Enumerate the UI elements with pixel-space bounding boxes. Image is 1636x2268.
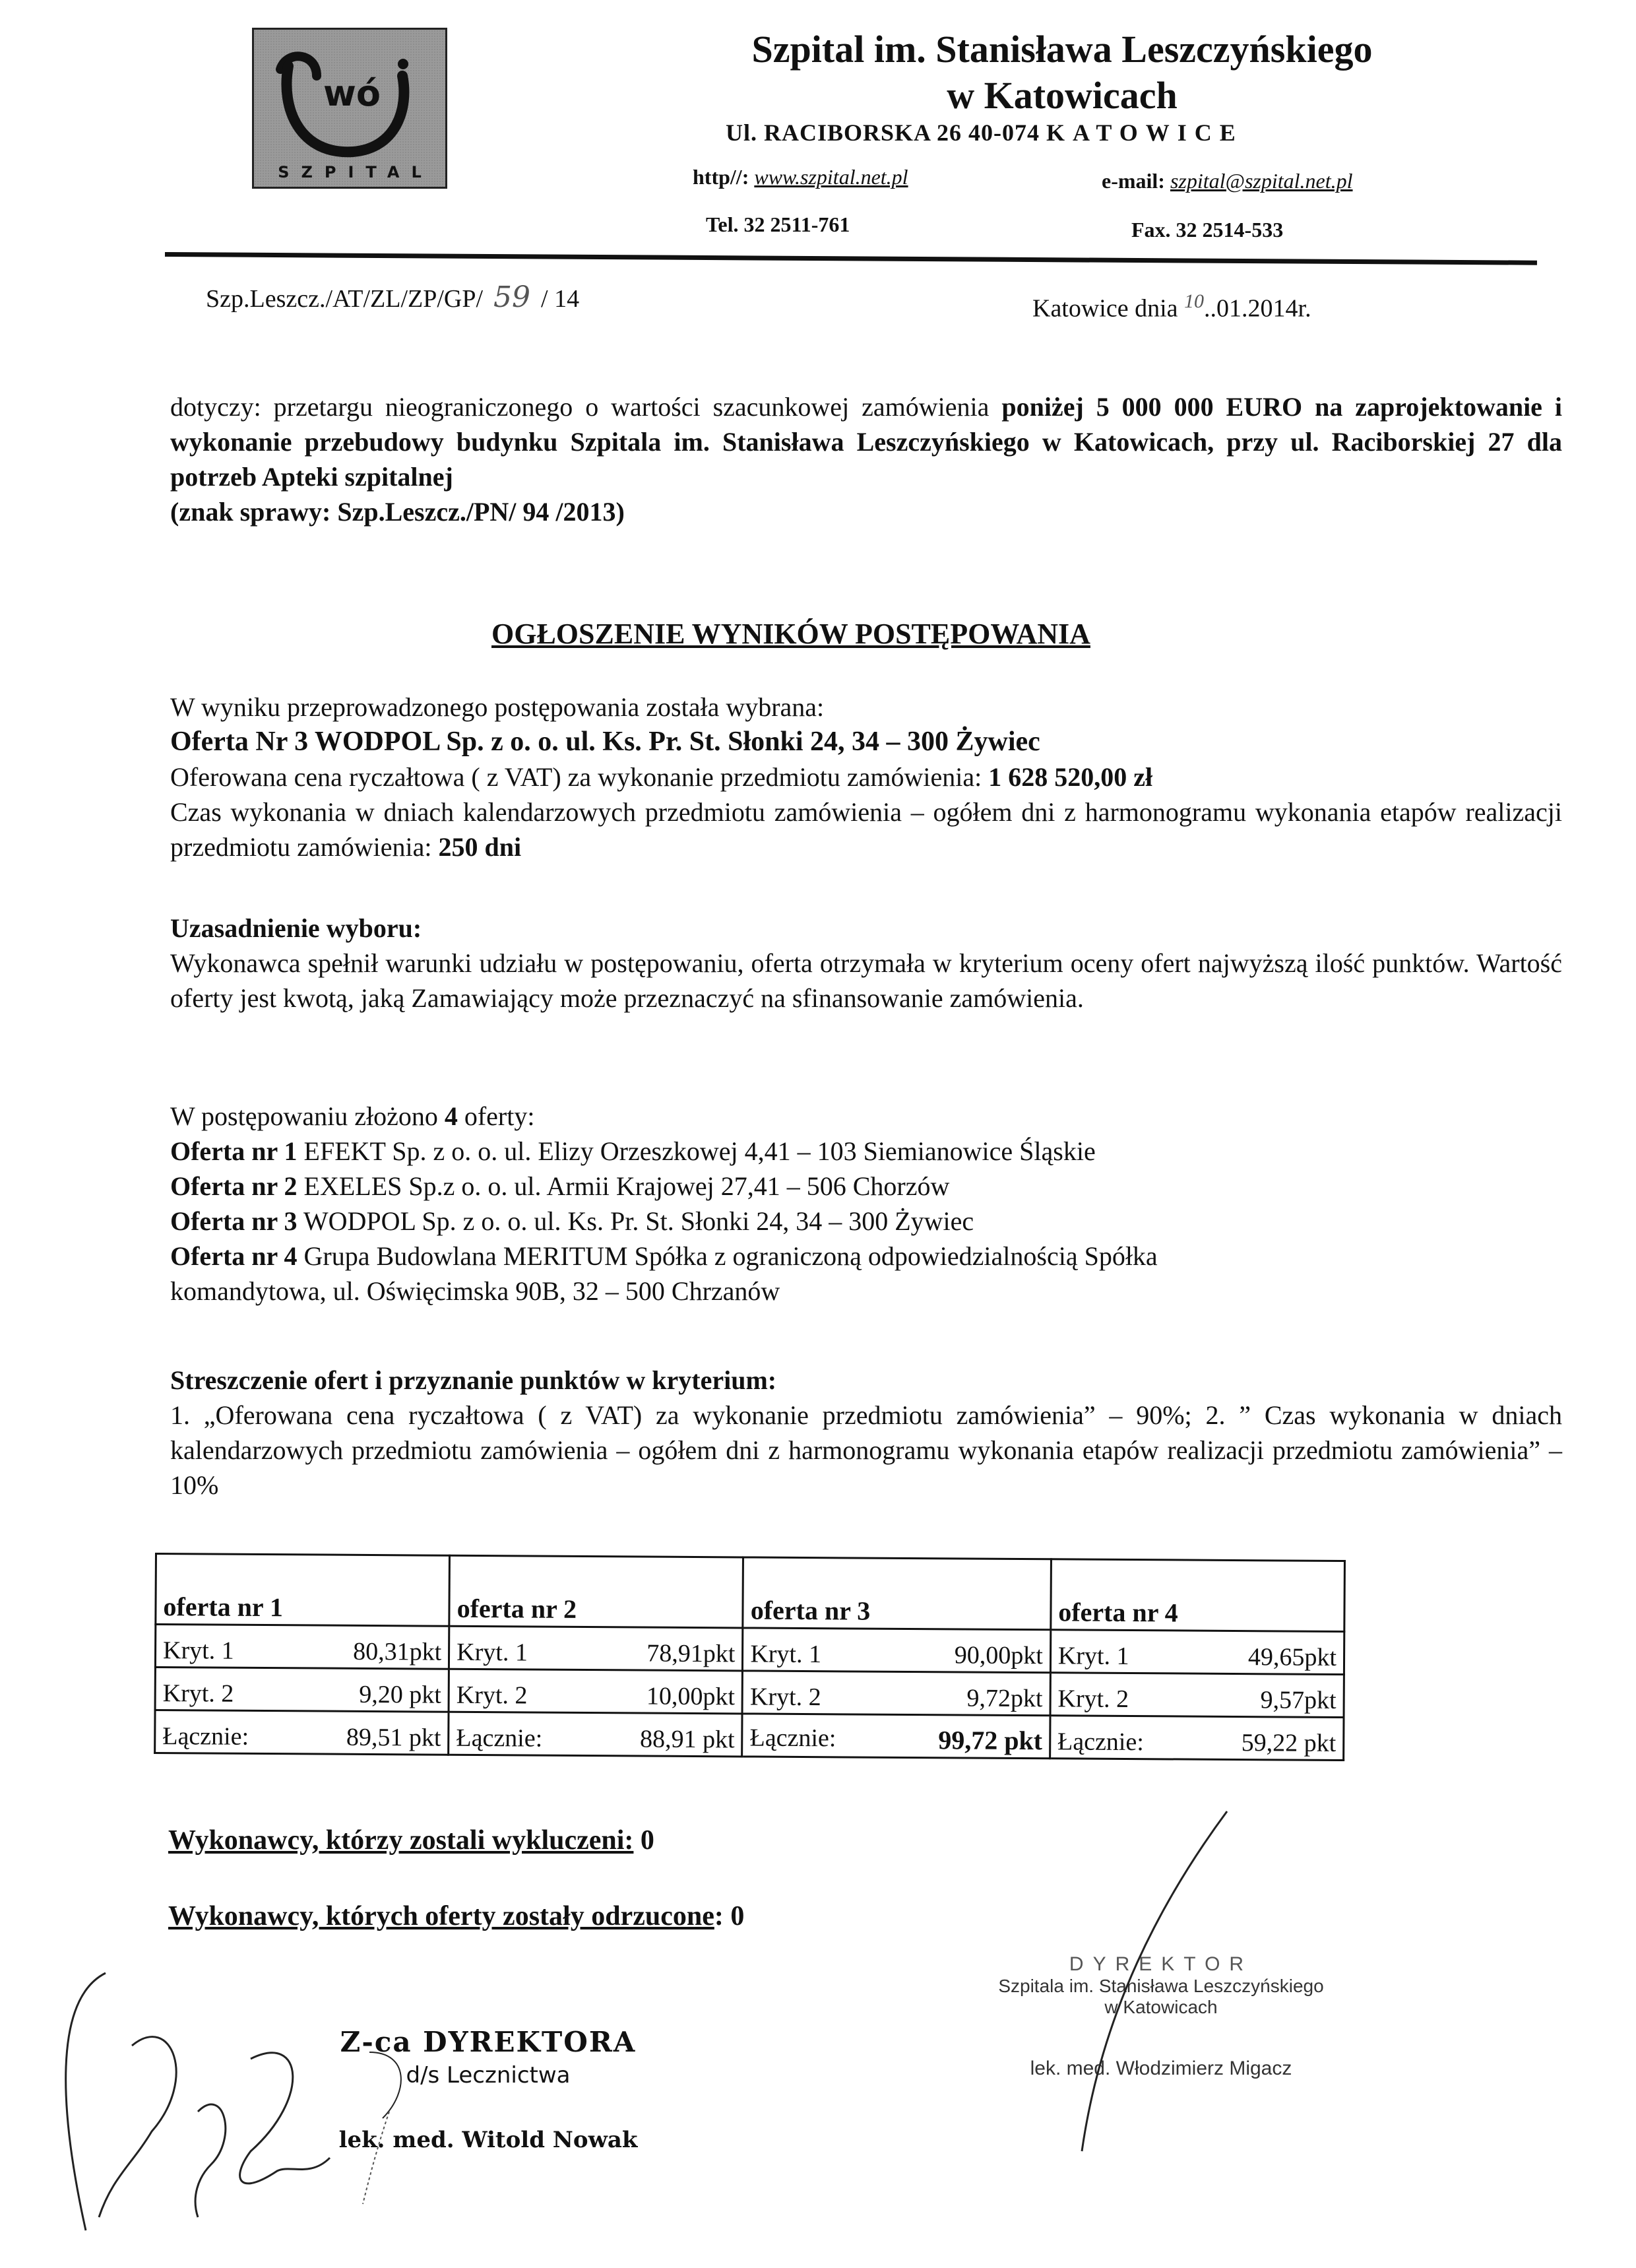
selected-offer: Oferta Nr 3 WODPOL Sp. z o. o. ul. Ks. Pr. St. Słonki 24, 34 – 300 Żywiec [170,727,1040,757]
subject-bold-text: poniżej 5 000 000 EURO na zaprojektowanie i wykonanie przebudowy budynku Szpitala im. Stanisława Leszczyńskiego w Katowicach, przy ul. Raciborskiej 27 dla potrzeb Apteki szpitalnej [170,392,1563,492]
table-cell [743,1628,1051,1673]
table-cell [449,1626,743,1671]
header-divider [165,252,1537,265]
offers-count: 4 [444,1101,458,1131]
hospital-name-line1: Szpital im. Stanisława Leszczyńskiego [751,28,1373,71]
website [693,165,908,189]
offers-intro-text: W postępowaniu złożono [170,1101,445,1131]
row-label: Kryt. 2 [162,1679,234,1708]
table-header: oferta nr 3 [743,1557,1051,1630]
logo-text: SZPITAL [278,163,433,181]
rejected-offers [168,1900,744,1932]
justification-text: Wykonawca spełnił warunki udziału w postępowaniu, oferta otrzymała w kryterium oceny ofert najwyższą ilość punktów. Wartość oferty jest kwotą, jaką Zamawiający może przeznaczyć na sfinansowanie zamówienia. [170,948,1562,1013]
table-cell [449,1669,743,1714]
price-value: 1 628 520,00 zł [988,762,1153,792]
table-row [155,1625,1344,1675]
director-institution: Szpitala im. Stanisława Leszczyńskiego [998,1976,1324,1996]
deputy-name: lek. med. Witold Nowak [338,2127,638,2153]
date-prefix: Katowice dnia [1032,294,1178,323]
email-link[interactable]: szpital@szpital.net.pl [1170,169,1353,193]
rejected-count: : 0 [714,1901,745,1931]
phone-number: Tel. 32 2511-761 [706,212,850,236]
scores-table [154,1553,1346,1761]
price-label: Oferowana cena ryczałtowa ( z VAT) za wykonanie przedmiotu zamówienia: [170,762,989,792]
date-suffix: ..01.2014r. [1204,294,1311,323]
website-link[interactable]: www.szpital.net.pl [754,165,908,189]
director-title: DYREKTOR [1069,1953,1253,1975]
offers-intro-suffix: oferty: [457,1101,535,1131]
offer-text: EFEKT Sp. z o. o. ul. Elizy Orzeszkowej 4,41 – 103 Siemianowice Śląskie [297,1136,1096,1166]
table-cell [155,1625,449,1669]
reference-prefix: Szp.Leszcz./AT/ZL/ZP/GP/ [206,285,484,313]
rejected-label: Wykonawcy, których oferty zostały odrzucone [168,1901,714,1931]
offer-item [170,1239,1278,1309]
director-stamp [957,1953,1366,2080]
table-cell [742,1671,1050,1716]
hospital-logo [252,28,447,189]
director-name: lek. med. Włodzimierz Migacz [1030,2057,1292,2079]
subject [170,389,1562,529]
offers-intro [170,1099,1562,1134]
score-value: 90,00pkt [954,1641,1043,1670]
criteria-heading: Streszczenie ofert i przyznanie punktów w kryterium: [170,1365,777,1395]
score-value: 9,72pkt [966,1684,1043,1713]
table-row [155,1668,1344,1718]
table-cell [1050,1630,1344,1675]
total-value: 88,91 pkt [639,1725,735,1754]
justification-heading: Uzasadnienie wyboru: [170,913,422,943]
hospital-name [594,26,1530,119]
excluded-label: Wykonawcy, którzy zostali wykluczeni: [168,1825,634,1856]
hospital-address [726,119,1243,146]
table-header: oferta nr 1 [156,1554,450,1627]
criteria-section [170,1363,1562,1503]
winning-total-value: 99,72 pkt [938,1725,1043,1756]
row-label: Kryt. 1 [162,1636,234,1665]
reference-handwritten-number: 59 [493,280,531,314]
offer-label: Oferta nr 2 [170,1171,298,1201]
offer-item [170,1134,1562,1169]
row-label: Kryt. 1 [750,1640,822,1669]
case-reference: (znak sprawy: Szp.Leszcz./PN/ 94 /2013) [170,497,625,527]
offer-text: EXELES Sp.z o. o. ul. Armii Krajowej 27,41 – 506 Chorzów [297,1171,950,1201]
fax-number: Fax. 32 2514-533 [1131,218,1284,242]
execution-time [170,794,1562,864]
total-value: 89,51 pkt [346,1723,441,1752]
document-date [1032,290,1311,323]
deputy-department: d/s Lecznictwa [406,2062,571,2089]
email [1102,169,1353,193]
table-header: oferta nr 4 [1051,1559,1345,1632]
deputy-title: Z-ca DYREKTORA [340,2026,637,2058]
offer-label: Oferta nr 3 [170,1206,298,1236]
row-label: Kryt. 1 [456,1638,528,1667]
score-value: 78,91pkt [646,1639,736,1668]
table-row-total [155,1710,1344,1761]
offer-text: WODPOL Sp. z o. o. ul. Ks. Pr. St. Słonki 24, 34 – 300 Żywiec [297,1206,974,1236]
row-label: Kryt. 1 [1057,1642,1129,1671]
total-value: 59,22 pkt [1241,1729,1337,1757]
offers-section [170,1099,1562,1309]
table-cell [155,1710,449,1755]
time-label: Czas wykonania w dniach kalendarzowych przedmiotu zamówienia – ogółem dni z harmonogramu wykonania etapów realizacji przedmiotu zamówienia: [170,797,1562,862]
email-label: e-mail: [1102,169,1165,193]
criteria-text: 1. „Oferowana cena ryczałtowa ( z VAT) za wykonanie przedmiotu zamówienia” – 90%; 2. ” Czas wykonania w dniach kalendarzowych przedmiotu zamówienia – ogółem dni z harmonogramu wykonania etapów realizacji przedmiotu zamówienia” – 10% [170,1400,1562,1500]
row-label: Łącznie: [162,1722,249,1751]
offer-item [170,1169,1562,1204]
score-value: 9,20 pkt [359,1680,441,1709]
row-label: Łącznie: [456,1724,543,1753]
date-handwritten-day: 10 [1184,290,1205,312]
offer-label: Oferta nr 4 [170,1241,298,1271]
row-label: Łącznie: [749,1724,836,1753]
excluded-contractors [168,1825,654,1856]
row-label: Kryt. 2 [749,1683,821,1712]
score-value: 80,31pkt [353,1637,442,1666]
hospital-name-line2: w Katowicach [947,74,1178,117]
address-street: Ul. RACIBORSKA 26 40-074 [726,119,1040,146]
table-cell [1050,1673,1344,1718]
result-section [170,690,1562,864]
table-cell [742,1714,1050,1759]
offer-item [170,1204,1562,1239]
table-header: oferta nr 2 [449,1555,743,1628]
offer-label: Oferta nr 1 [170,1136,298,1166]
table-cell [449,1712,743,1757]
excluded-count: 0 [633,1825,654,1856]
offer-text: Grupa Budowlana MERITUM Spółka z ograniczoną odpowiedzialnością Spółka komandytowa, ul. Oświęcimska 90B, 32 – 500 Chrzanów [170,1241,1158,1306]
table-header-row [156,1554,1345,1632]
subject-text: dotyczy: przetargu nieograniczonego o wartości szacunkowej zamówienia [170,392,1002,422]
score-value: 10,00pkt [646,1682,736,1711]
row-label: Łącznie: [1057,1728,1144,1757]
address-city: KATOWICE [1046,119,1243,146]
score-value: 9,57pkt [1260,1686,1337,1714]
table-cell [1050,1716,1344,1761]
table-cell [155,1668,449,1712]
page-title: OGŁOSZENIE WYNIKÓW POSTĘPOWANIA [491,618,1090,650]
time-value: 250 dni [438,832,522,862]
justification-section [170,911,1562,1016]
svg-text:wó: wó [323,73,381,114]
deputy-director-stamp [317,2026,660,2153]
row-label: Kryt. 2 [1057,1685,1129,1714]
reference-number [206,280,579,314]
director-city: w Katowicach [1104,1997,1218,2017]
website-label: http//: [693,165,749,189]
offered-price [170,760,1562,794]
row-label: Kryt. 2 [456,1681,528,1710]
result-intro: W wyniku przeprowadzonego postępowania została wybrana: [170,692,825,722]
score-value: 49,65pkt [1247,1643,1337,1671]
reference-suffix: / 14 [541,285,580,313]
